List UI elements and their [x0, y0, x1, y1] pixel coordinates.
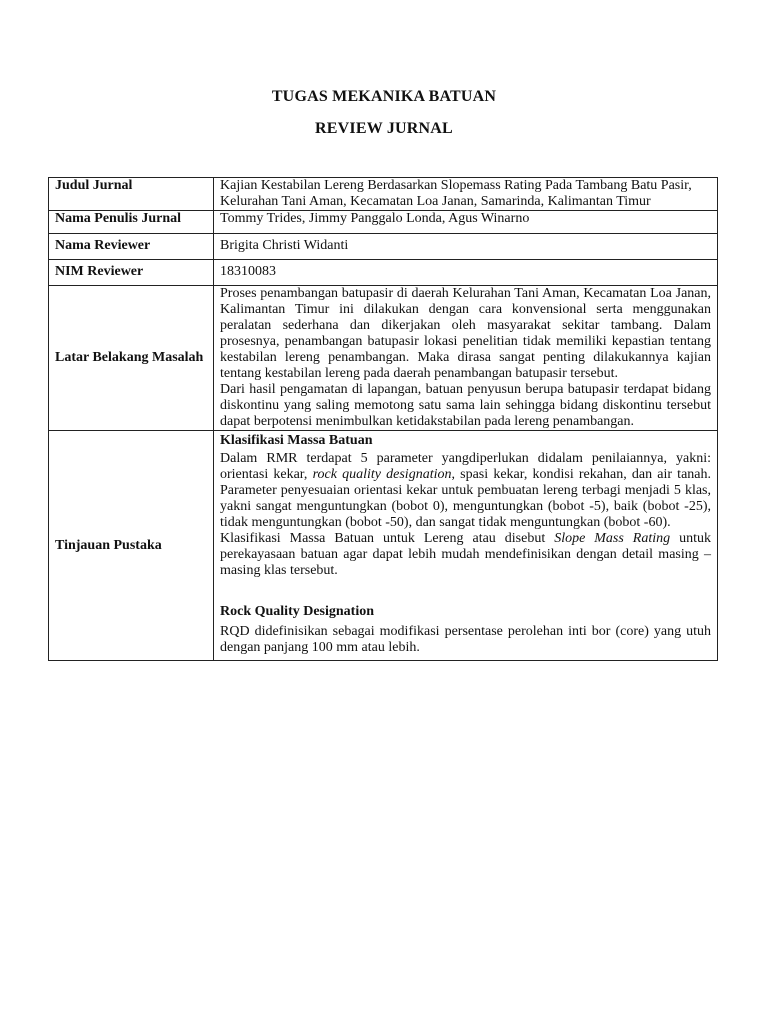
tinjauan-p2-text-a: Klasifikasi Massa Batuan untuk Lereng atau disebut [220, 531, 555, 546]
table-row-nim [49, 260, 718, 286]
tinjauan-p2-italic: Slope Mass Rating [554, 531, 671, 546]
tinjauan-p1-italic: rock quality designation [312, 467, 452, 482]
table-row-reviewer [49, 234, 718, 260]
label-nama-reviewer: Nama Reviewer [49, 234, 214, 260]
tinjauan-heading-rqd: Rock Quality Designation [220, 604, 375, 619]
review-table [48, 177, 718, 661]
table-row-latar [49, 286, 718, 431]
label-nim-reviewer: NIM Reviewer [49, 260, 214, 286]
tinjauan-p1-text-b: , spasi kekar, kondisi rekahan, dan air tanah. Parameter penyesuaian orientasi kekar untuk pembuatan lereng terbagi menjadi 5 klas, yakni sangat menguntungkan (bobot 0), menguntungkan (bobot -5), baik (bobot -25), tidak menguntungkan (bobot -50), dan sangat tidak menguntungkan (bobot -60). [220, 467, 711, 530]
value-latar-belakang [214, 286, 718, 431]
tinjauan-p1-text-a: Dalam RMR terdapat 5 parameter yangdiperlukan didalam penilaiannya, yakni: orientasi kekar, [220, 451, 711, 482]
table-row-penulis [49, 211, 718, 234]
label-judul-jurnal: Judul Jurnal [49, 178, 214, 211]
label-latar-belakang: Latar Belakang Masalah [49, 286, 214, 431]
document-title: TUGAS MEKANIKA BATUAN [271, 88, 497, 105]
tinjauan-paragraph-2 [220, 531, 711, 579]
tinjauan-paragraph-3: RQD didefinisikan sebagai modifikasi persentase perolehan inti bor (core) yang utuh dengan panjang 100 mm atau lebih. [220, 624, 711, 655]
table-row-judul [49, 178, 718, 211]
tinjauan-heading-klasifikasi: Klasifikasi Massa Batuan [220, 433, 373, 448]
document-subtitle: REVIEW JURNAL [315, 120, 453, 137]
table-row-tinjauan [49, 431, 718, 661]
latar-paragraph-1: Proses penambangan batupasir di daerah Kelurahan Tani Aman, Kecamatan Loa Janan, Kalimantan Timur ini dilakukan dengan cara konvensional serta menggunakan peralatan sederhana dan dikerjakan oleh masyarakat sekitar tambang. Dalam prosesnya, penambangan batupasir lokasi penelitian tidak memiliki kepastian tentang kestabilan lereng penambangan. Maka dirasa sangat penting dilakukannya kajian tentang kestabilan lereng pada daerah penambangan batupasir tersebut. [220, 286, 711, 381]
latar-paragraph-2: Dari hasil pengamatan di lapangan, batuan penyusun berupa batupasir terdapat bidang diskontinu yang saling memotong satu sama lain sehingga bidang diskontinu tersebut dapat berpotensi menimbulkan ketidakstabilan pada lereng penambangan. [220, 382, 711, 429]
value-nama-reviewer: Brigita Christi Widanti [214, 234, 718, 260]
label-nama-penulis: Nama Penulis Jurnal [49, 211, 214, 234]
value-judul-jurnal: Kajian Kestabilan Lereng Berdasarkan Slopemass Rating Pada Tambang Batu Pasir, Kelurahan Tani Aman, Kecamatan Loa Janan, Samarinda, Kalimantan Timur [214, 178, 718, 211]
value-tinjauan-pustaka [214, 431, 718, 661]
paragraph-gap [220, 579, 711, 599]
tinjauan-p2-text-b: untuk perekayasaan batuan agar dapat lebih mudah mendefinisikan dengan detail masing – masing klas tersebut. [220, 531, 712, 578]
value-nama-penulis: Tommy Trides, Jimmy Panggalo Londa, Agus Winarno [214, 211, 718, 234]
value-nim-reviewer: 18310083 [214, 260, 718, 286]
tinjauan-paragraph-1 [220, 451, 711, 531]
label-tinjauan-pustaka: Tinjauan Pustaka [49, 431, 214, 661]
